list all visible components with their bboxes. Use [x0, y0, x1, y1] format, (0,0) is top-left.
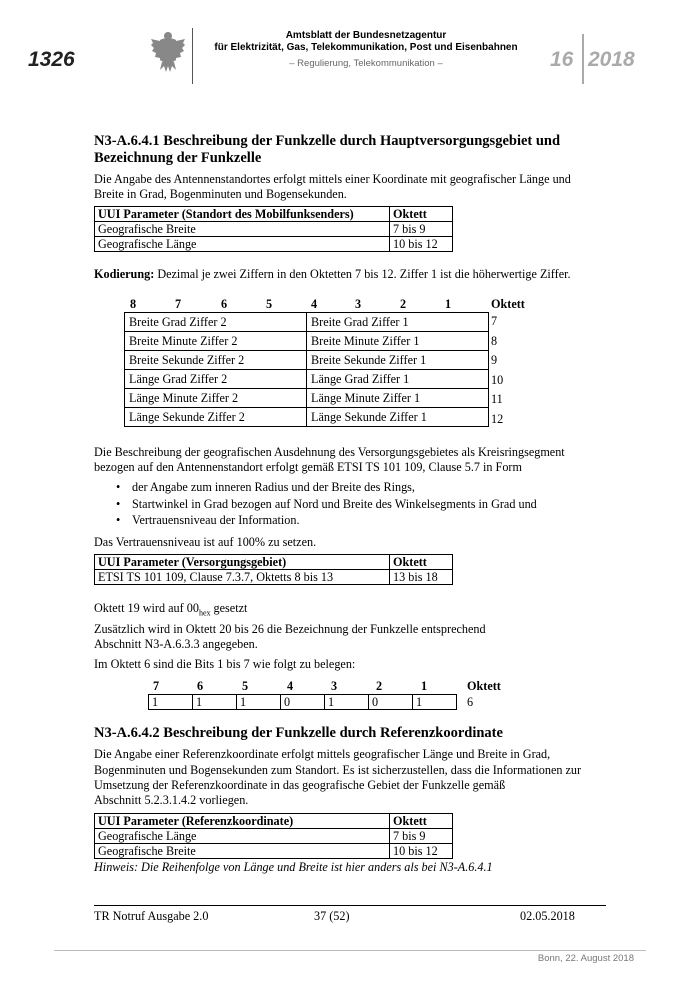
gazette-title-line2: für Elektrizität, Gas, Telekommunikation, Post und Eisenbahnen: [214, 42, 518, 53]
publication-date: Bonn, 22. August 2018: [537, 953, 634, 964]
issue-number: 16: [550, 48, 574, 71]
table-header-row: [95, 555, 453, 570]
bullet-icon: •: [116, 513, 121, 527]
bullet-item: der Angabe zum inneren Radius und der Breite des Rings,: [132, 480, 415, 494]
table-cell: Geografische Länge: [95, 829, 390, 844]
table-header-row: [95, 207, 453, 222]
table-cell: Länge Sekunde Ziffer 1: [307, 408, 489, 427]
paragraph-line: Die Angabe einer Referenzkoordinate erfolgt mittels geografischer Länge und Breite in Grad,: [94, 747, 551, 761]
table-header-cell: Oktett: [390, 207, 453, 222]
table-cell: 13 bis 18: [390, 570, 453, 585]
paragraph-line: bezogen auf den Antennenstandort erfolgt gemäß ETSI TS 101 109, Clause 5.7 in Form: [94, 460, 522, 474]
bit-value-cell: 0: [281, 695, 325, 710]
issue-divider: [582, 34, 584, 84]
octet19-pre: Oktett 19 wird auf 00: [94, 601, 199, 615]
issue-year: 2018: [588, 48, 635, 71]
table-row: [125, 389, 489, 408]
section-heading-line1: N3-A.6.4.1 Beschreibung der Funkzelle durch Hauptversorgungsgebiet und: [94, 133, 561, 149]
table-row: [125, 332, 489, 351]
bit-number: 5: [242, 679, 249, 693]
octet-number: 11: [491, 392, 503, 406]
table-cell: 7 bis 9: [390, 829, 453, 844]
footer-page: 37 (52): [314, 909, 350, 923]
table-header-row: [95, 814, 453, 829]
octet-column-label: Oktett: [467, 679, 501, 693]
bit-number: 4: [287, 679, 294, 693]
table-cell: Geografische Breite: [95, 222, 390, 237]
octet-number: 10: [491, 373, 504, 387]
table-row: [125, 408, 489, 427]
table-cell: Länge Sekunde Ziffer 2: [125, 408, 307, 427]
bit-value-cell: 1: [193, 695, 237, 710]
table-cell: Breite Minute Ziffer 1: [307, 332, 489, 351]
bit-value-cell: 1: [413, 695, 457, 710]
table-row: [95, 237, 453, 252]
bit-value-cell: 1: [149, 695, 193, 710]
bit-number: 6: [197, 679, 204, 693]
bit-number: 2: [400, 297, 407, 311]
hint-text: Hinweis: Die Reihenfolge von Länge und Breite ist hier anders als bei N3-A.6.4.1: [94, 860, 493, 874]
coding-label: Kodierung:: [94, 267, 155, 281]
bit-number: 8: [130, 297, 137, 311]
table-row: [125, 351, 489, 370]
octet19-text: [94, 601, 614, 620]
table-cell: Breite Minute Ziffer 2: [125, 332, 307, 351]
table-cell: Breite Grad Ziffer 2: [125, 313, 307, 332]
table-cell: Geografische Breite: [95, 844, 390, 859]
paragraph-line: Abschnitt 5.2.3.1.4.2 vorliegen.: [94, 793, 249, 807]
octet-number: 7: [491, 314, 498, 328]
footer-date: 02.05.2018: [520, 909, 575, 923]
table-header-cell: Oktett: [390, 555, 453, 570]
footer-document: TR Notruf Ausgabe 2.0: [94, 909, 209, 923]
table-row: [125, 313, 489, 332]
table-row: [149, 695, 457, 710]
table-cell: 7 bis 9: [390, 222, 453, 237]
paragraph-line: Breite in Grad, Bogenminuten und Bogensekunden.: [94, 187, 347, 201]
bit-value-cell: 1: [237, 695, 281, 710]
table-row: [95, 570, 453, 585]
footer-rule: [94, 905, 606, 906]
bottom-rule: [54, 950, 646, 951]
table-cell: Breite Grad Ziffer 1: [307, 313, 489, 332]
table-cell: Länge Grad Ziffer 1: [307, 370, 489, 389]
table-cell: ETSI TS 101 109, Clause 7.3.7, Oktetts 8 bis 13: [95, 570, 390, 585]
coding-paragraph: [94, 267, 614, 282]
table-cell: Breite Sekunde Ziffer 1: [307, 351, 489, 370]
bit-value-cell: 0: [369, 695, 413, 710]
hex-subscript: hex: [198, 608, 211, 618]
bit-number: 7: [175, 297, 182, 311]
bit-number: 7: [153, 679, 160, 693]
table-cell: Geografische Länge: [95, 237, 390, 252]
table-cell: Länge Minute Ziffer 2: [125, 389, 307, 408]
octet6-text: Im Oktett 6 sind die Bits 1 bis 7 wie folgt zu belegen:: [94, 657, 356, 671]
octet-column-label: Oktett: [491, 297, 525, 311]
table-cell: Breite Sekunde Ziffer 2: [125, 351, 307, 370]
table-header-cell: Oktett: [390, 814, 453, 829]
bit-number: 1: [445, 297, 452, 311]
table-row: [125, 370, 489, 389]
page-number: 1326: [28, 48, 75, 71]
gazette-title-line1: Amtsblatt der Bundesnetzagentur: [285, 30, 447, 41]
section-heading-line2: Bezeichnung der Funkzelle: [94, 150, 262, 166]
table-row: [95, 829, 453, 844]
bit-number: 3: [355, 297, 362, 311]
uui-table-coverage: [94, 554, 453, 585]
octet-number: 6: [467, 695, 474, 709]
octet-number: 9: [491, 353, 498, 367]
gazette-subtitle: – Regulierung, Telekommunikation –: [289, 58, 443, 69]
paragraph-line: Zusätzlich wird in Oktett 20 bis 26 die Bezeichnung der Funkzelle entsprechend: [94, 622, 486, 636]
bit-number: 3: [331, 679, 338, 693]
bit-number: 6: [221, 297, 228, 311]
bullet-item: Startwinkel in Grad bezogen auf Nord und Breite des Winkelsegments in Grad und: [132, 497, 537, 511]
bit-number: 2: [376, 679, 383, 693]
uui-table-location: [94, 206, 453, 252]
table-cell: Länge Minute Ziffer 1: [307, 389, 489, 408]
paragraph-line: Bogenminuten und Bogensekunden zum Standort. Es ist sicherzustellen, dass die Informationen zur: [94, 763, 582, 777]
header-divider: [192, 28, 193, 84]
paragraph-line: Die Angabe des Antennenstandortes erfolgt mittels einer Koordinate mit geografischer Länge und: [94, 172, 571, 186]
paragraph-line: Die Beschreibung der geografischen Ausdehnung des Versorgungsgebietes als Kreisringsegment: [94, 445, 565, 459]
table-cell: Länge Grad Ziffer 2: [125, 370, 307, 389]
octet19-post: gesetzt: [210, 601, 248, 615]
bit-number: 4: [311, 297, 318, 311]
uui-table-reference: [94, 813, 453, 859]
bit-number: 5: [266, 297, 273, 311]
table-header-cell: UUI Parameter (Referenzkoordinate): [95, 814, 390, 829]
table-row: [95, 844, 453, 859]
octet-number: 12: [491, 412, 504, 426]
federal-eagle-icon: [150, 30, 186, 74]
coding-text: Dezimal je zwei Ziffern in den Oktetten 7 bis 12. Ziffer 1 ist die höherwertige Ziffer.: [154, 267, 571, 281]
octet-number: 8: [491, 334, 498, 348]
paragraph-line: Abschnitt N3-A.6.3.3 angegeben.: [94, 637, 258, 651]
bullet-item: Vertrauensniveau der Information.: [132, 513, 300, 527]
table-header-cell: UUI Parameter (Standort des Mobilfunksenders): [95, 207, 390, 222]
bit-value-cell: 1: [325, 695, 369, 710]
table-cell: 10 bis 12: [390, 237, 453, 252]
confidence-text: Das Vertrauensniveau ist auf 100% zu setzen.: [94, 535, 317, 549]
coordinate-bit-table: [124, 312, 489, 427]
table-row: [95, 222, 453, 237]
bullet-icon: •: [116, 497, 121, 511]
paragraph-line: Umsetzung der Referenzkoordinate in das geografische Gebiet der Funkzelle gemäß: [94, 778, 506, 792]
table-cell: 10 bis 12: [390, 844, 453, 859]
bullet-icon: •: [116, 480, 121, 494]
octet6-bit-table: [148, 694, 457, 710]
section-heading: N3-A.6.4.2 Beschreibung der Funkzelle durch Referenzkoordinate: [94, 725, 503, 741]
table-header-cell: UUI Parameter (Versorgungsgebiet): [95, 555, 390, 570]
bit-number: 1: [421, 679, 428, 693]
